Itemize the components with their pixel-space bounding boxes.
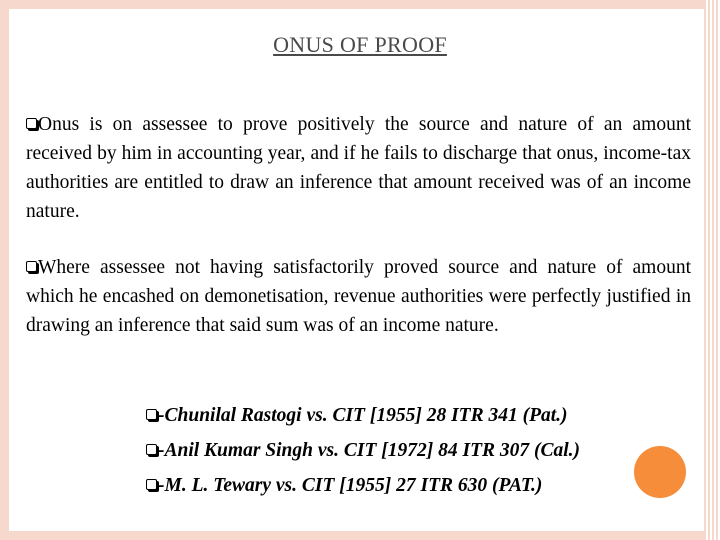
paragraph-text: Onus is on assessee to prove positively the source and nature of an amount received by him in accounting year, and if he fails to discharge that onus, income-tax authorities are entitled to draw an inference that amount received was of an income nature. [26, 114, 691, 222]
checkbox-bullet-icon [26, 118, 37, 129]
decorative-orange-circle [634, 446, 686, 498]
paragraph-demonetisation [26, 253, 691, 340]
case-citation [146, 433, 706, 468]
case-citation-text: -M. L. Tewary vs. CIT [1955] 27 ITR 630 (PAT.) [158, 475, 543, 496]
case-citation [146, 468, 706, 503]
slide-side-stripe [704, 0, 720, 540]
case-citation-text: -Anil Kumar Singh vs. CIT [1972] 84 ITR 307 (Cal.) [158, 440, 581, 461]
case-citation [146, 398, 706, 433]
case-citations [146, 398, 706, 503]
checkbox-bullet-icon [146, 409, 157, 420]
slide-title: ONUS OF PROOF [273, 32, 447, 57]
case-citation-text: -Chunilal Rastogi vs. CIT [1955] 28 ITR 341 (Pat.) [158, 405, 568, 426]
checkbox-bullet-icon [146, 444, 157, 455]
checkbox-bullet-icon [146, 479, 157, 490]
paragraph-text: Where assessee not having satisfactorily proved source and nature of amount which he encashed on demonetisation, revenue authorities were perfectly justified in drawing an inference that said sum was of an income nature. [26, 257, 691, 336]
paragraph-onus [26, 110, 691, 226]
checkbox-bullet-icon [26, 261, 37, 272]
